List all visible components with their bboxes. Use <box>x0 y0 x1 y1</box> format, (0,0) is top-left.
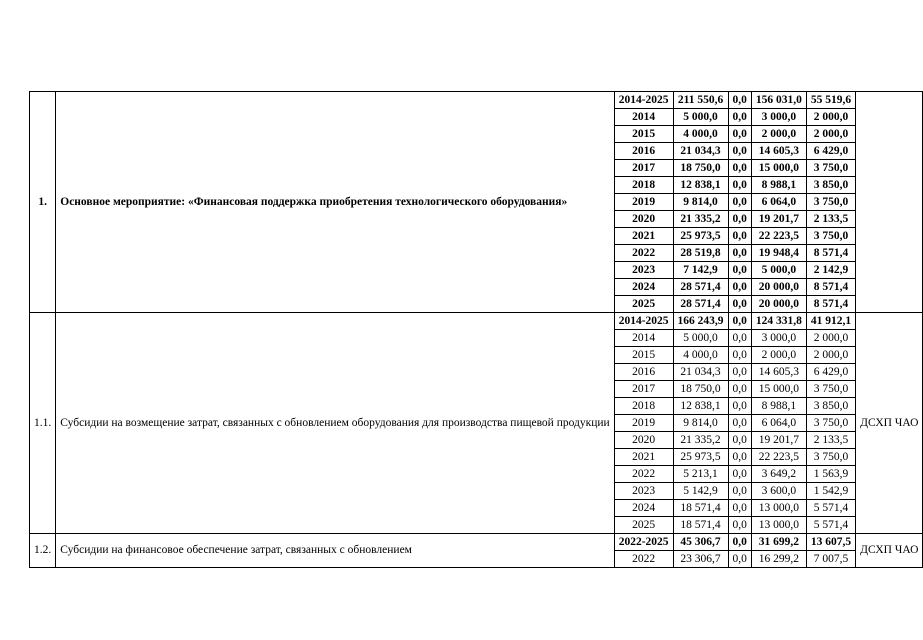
district-budget-cell: 20 000,0 <box>751 279 806 296</box>
period-cell: 2023 <box>614 262 673 279</box>
period-cell: 2022 <box>614 466 673 483</box>
district-budget-cell: 8 988,1 <box>751 177 806 194</box>
total-cell: 18 750,0 <box>673 381 728 398</box>
federal-budget-cell: 0,0 <box>728 415 751 432</box>
federal-budget-cell: 0,0 <box>728 517 751 534</box>
federal-budget-cell: 0,0 <box>728 534 751 551</box>
district-budget-cell: 6 064,0 <box>751 194 806 211</box>
period-cell: 2014-2025 <box>614 92 673 109</box>
federal-budget-cell: 0,0 <box>728 262 751 279</box>
total-cell: 21 335,2 <box>673 432 728 449</box>
total-cell: 28 571,4 <box>673 279 728 296</box>
federal-budget-cell: 0,0 <box>728 279 751 296</box>
period-cell: 2017 <box>614 160 673 177</box>
other-sources-cell: 3 750,0 <box>806 194 855 211</box>
period-cell: 2018 <box>614 398 673 415</box>
other-sources-cell: 13 607,5 <box>806 534 855 551</box>
other-sources-cell: 8 571,4 <box>806 245 855 262</box>
district-budget-cell: 22 223,5 <box>751 449 806 466</box>
table-row <box>30 313 923 330</box>
district-budget-cell: 15 000,0 <box>751 160 806 177</box>
federal-budget-cell: 0,0 <box>728 109 751 126</box>
period-cell: 2023 <box>614 483 673 500</box>
federal-budget-cell: 0,0 <box>728 177 751 194</box>
total-cell: 25 973,5 <box>673 449 728 466</box>
total-cell: 18 571,4 <box>673 500 728 517</box>
district-budget-cell: 124 331,8 <box>751 313 806 330</box>
period-cell: 2024 <box>614 279 673 296</box>
federal-budget-cell: 0,0 <box>728 245 751 262</box>
district-budget-cell: 5 000,0 <box>751 262 806 279</box>
total-cell: 21 034,3 <box>673 364 728 381</box>
federal-budget-cell: 0,0 <box>728 347 751 364</box>
total-cell: 18 750,0 <box>673 160 728 177</box>
executor-cell <box>856 92 923 313</box>
federal-budget-cell: 0,0 <box>728 466 751 483</box>
other-sources-cell: 5 571,4 <box>806 517 855 534</box>
district-budget-cell: 3 649,2 <box>751 466 806 483</box>
period-cell: 2021 <box>614 449 673 466</box>
other-sources-cell: 3 850,0 <box>806 177 855 194</box>
district-budget-cell: 16 299,2 <box>751 551 806 568</box>
executor-cell: ДСХП ЧАО <box>856 313 923 534</box>
district-budget-cell: 14 605,3 <box>751 364 806 381</box>
other-sources-cell: 3 850,0 <box>806 398 855 415</box>
district-budget-cell: 22 223,5 <box>751 228 806 245</box>
federal-budget-cell: 0,0 <box>728 483 751 500</box>
total-cell: 5 213,1 <box>673 466 728 483</box>
district-budget-cell: 13 000,0 <box>751 500 806 517</box>
period-cell: 2014 <box>614 109 673 126</box>
period-cell: 2017 <box>614 381 673 398</box>
period-cell: 2025 <box>614 517 673 534</box>
total-cell: 4 000,0 <box>673 347 728 364</box>
total-cell: 21 335,2 <box>673 211 728 228</box>
total-cell: 28 571,4 <box>673 296 728 313</box>
federal-budget-cell: 0,0 <box>728 296 751 313</box>
total-cell: 45 306,7 <box>673 534 728 551</box>
period-cell: 2014 <box>614 330 673 347</box>
total-cell: 9 814,0 <box>673 415 728 432</box>
total-cell: 5 000,0 <box>673 109 728 126</box>
district-budget-cell: 2 000,0 <box>751 347 806 364</box>
total-cell: 5 000,0 <box>673 330 728 347</box>
federal-budget-cell: 0,0 <box>728 500 751 517</box>
executor-cell: ДСХП ЧАО <box>856 534 923 568</box>
total-cell: 25 973,5 <box>673 228 728 245</box>
period-cell: 2025 <box>614 296 673 313</box>
district-budget-cell: 15 000,0 <box>751 381 806 398</box>
district-budget-cell: 31 699,2 <box>751 534 806 551</box>
table-row <box>30 92 923 109</box>
other-sources-cell: 1 542,9 <box>806 483 855 500</box>
district-budget-cell: 6 064,0 <box>751 415 806 432</box>
other-sources-cell: 55 519,6 <box>806 92 855 109</box>
other-sources-cell: 1 563,9 <box>806 466 855 483</box>
other-sources-cell: 3 750,0 <box>806 228 855 245</box>
other-sources-cell: 3 750,0 <box>806 381 855 398</box>
total-cell: 21 034,3 <box>673 143 728 160</box>
period-cell: 2015 <box>614 347 673 364</box>
period-cell: 2019 <box>614 415 673 432</box>
item-name: Основное мероприятие: «Финансовая поддержка приобретения технологического оборудования» <box>56 92 614 313</box>
period-cell: 2014-2025 <box>614 313 673 330</box>
federal-budget-cell: 0,0 <box>728 228 751 245</box>
total-cell: 211 550,6 <box>673 92 728 109</box>
period-cell: 2016 <box>614 364 673 381</box>
other-sources-cell: 6 429,0 <box>806 143 855 160</box>
period-cell: 2016 <box>614 143 673 160</box>
other-sources-cell: 5 571,4 <box>806 500 855 517</box>
other-sources-cell: 2 133,5 <box>806 211 855 228</box>
other-sources-cell: 2 142,9 <box>806 262 855 279</box>
total-cell: 18 571,4 <box>673 517 728 534</box>
period-cell: 2022-2025 <box>614 534 673 551</box>
other-sources-cell: 7 007,5 <box>806 551 855 568</box>
period-cell: 2018 <box>614 177 673 194</box>
federal-budget-cell: 0,0 <box>728 364 751 381</box>
federal-budget-cell: 0,0 <box>728 126 751 143</box>
total-cell: 9 814,0 <box>673 194 728 211</box>
district-budget-cell: 3 600,0 <box>751 483 806 500</box>
period-cell: 2020 <box>614 432 673 449</box>
district-budget-cell: 19 948,4 <box>751 245 806 262</box>
item-name: Субсидии на возмещение затрат, связанных с обновлением оборудования для производства пищевой продукции <box>56 313 614 534</box>
period-cell: 2020 <box>614 211 673 228</box>
total-cell: 23 306,7 <box>673 551 728 568</box>
total-cell: 12 838,1 <box>673 177 728 194</box>
federal-budget-cell: 0,0 <box>728 211 751 228</box>
district-budget-cell: 20 000,0 <box>751 296 806 313</box>
item-name: Субсидии на финансовое обеспечение затрат, связанных с обновлением <box>56 534 614 568</box>
other-sources-cell: 6 429,0 <box>806 364 855 381</box>
total-cell: 166 243,9 <box>673 313 728 330</box>
federal-budget-cell: 0,0 <box>728 398 751 415</box>
other-sources-cell: 41 912,1 <box>806 313 855 330</box>
other-sources-cell: 3 750,0 <box>806 449 855 466</box>
federal-budget-cell: 0,0 <box>728 551 751 568</box>
other-sources-cell: 2 000,0 <box>806 347 855 364</box>
total-cell: 28 519,8 <box>673 245 728 262</box>
federal-budget-cell: 0,0 <box>728 313 751 330</box>
period-cell: 2019 <box>614 194 673 211</box>
district-budget-cell: 2 000,0 <box>751 126 806 143</box>
federal-budget-cell: 0,0 <box>728 330 751 347</box>
federal-budget-cell: 0,0 <box>728 160 751 177</box>
federal-budget-cell: 0,0 <box>728 194 751 211</box>
period-cell: 2022 <box>614 245 673 262</box>
district-budget-cell: 14 605,3 <box>751 143 806 160</box>
other-sources-cell: 2 000,0 <box>806 330 855 347</box>
period-cell: 2024 <box>614 500 673 517</box>
district-budget-cell: 8 988,1 <box>751 398 806 415</box>
other-sources-cell: 2 133,5 <box>806 432 855 449</box>
district-budget-cell: 13 000,0 <box>751 517 806 534</box>
other-sources-cell: 3 750,0 <box>806 415 855 432</box>
federal-budget-cell: 0,0 <box>728 432 751 449</box>
period-cell: 2015 <box>614 126 673 143</box>
table-row <box>30 534 923 551</box>
district-budget-cell: 19 201,7 <box>751 211 806 228</box>
other-sources-cell: 2 000,0 <box>806 126 855 143</box>
district-budget-cell: 19 201,7 <box>751 432 806 449</box>
other-sources-cell: 2 000,0 <box>806 109 855 126</box>
item-number: 1. <box>30 92 56 313</box>
total-cell: 5 142,9 <box>673 483 728 500</box>
federal-budget-cell: 0,0 <box>728 449 751 466</box>
district-budget-cell: 156 031,0 <box>751 92 806 109</box>
item-number: 1.2. <box>30 534 56 568</box>
federal-budget-cell: 0,0 <box>728 143 751 160</box>
total-cell: 4 000,0 <box>673 126 728 143</box>
budget-table <box>29 91 923 568</box>
total-cell: 7 142,9 <box>673 262 728 279</box>
other-sources-cell: 3 750,0 <box>806 160 855 177</box>
district-budget-cell: 3 000,0 <box>751 109 806 126</box>
item-number: 1.1. <box>30 313 56 534</box>
other-sources-cell: 8 571,4 <box>806 296 855 313</box>
federal-budget-cell: 0,0 <box>728 381 751 398</box>
other-sources-cell: 8 571,4 <box>806 279 855 296</box>
period-cell: 2021 <box>614 228 673 245</box>
federal-budget-cell: 0,0 <box>728 92 751 109</box>
district-budget-cell: 3 000,0 <box>751 330 806 347</box>
total-cell: 12 838,1 <box>673 398 728 415</box>
period-cell: 2022 <box>614 551 673 568</box>
